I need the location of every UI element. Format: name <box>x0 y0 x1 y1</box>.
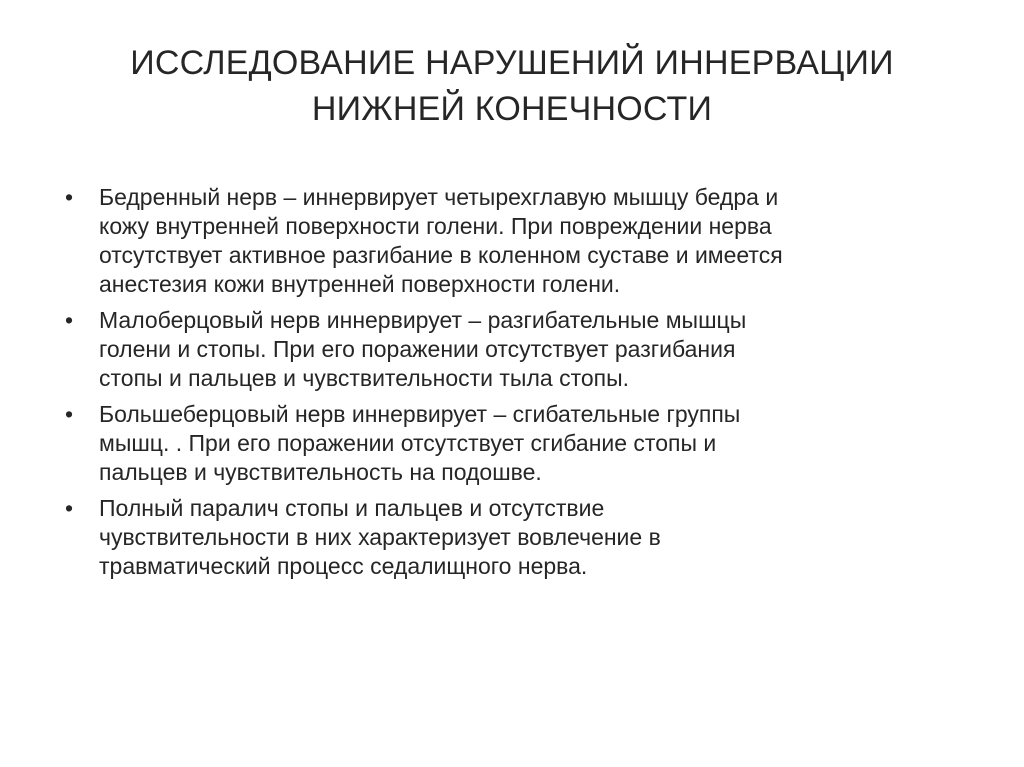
bullet-text-line: чувствительности в них характеризует вовлечение в <box>99 524 661 550</box>
bullet-dot: • <box>64 307 74 333</box>
bullet-item-sciatic-nerve <box>62 494 962 581</box>
bullet-list <box>62 183 962 581</box>
bullet-text-line: стопы и пальцев и чувствительности тыла стопы. <box>99 365 630 391</box>
bullet-text-line: Большеберцовый нерв иннервирует – сгибательные группы <box>99 401 741 427</box>
bullet-text-line: Малоберцовый нерв иннервирует – разгибательные мышцы <box>99 307 747 333</box>
bullet-dot: • <box>64 401 74 427</box>
bullet-text-line: кожу внутренней поверхности голени. При повреждении нерва <box>99 213 772 239</box>
bullet-dot: • <box>64 495 74 521</box>
slide-title-line: ИССЛЕДОВАНИЕ НАРУШЕНИЙ ИННЕРВАЦИИ <box>130 44 894 82</box>
bullet-text-line: пальцев и чувствительность на подошве. <box>99 459 542 485</box>
bullet-text-line: Полный паралич стопы и пальцев и отсутствие <box>99 495 605 521</box>
slide-title <box>60 40 964 132</box>
bullet-text-line: анестезия кожи внутренней поверхности голени. <box>99 271 621 297</box>
bullet-item-femoral-nerve <box>62 183 962 299</box>
bullet-text-line: Бедренный нерв – иннервирует четырехглавую мышцу бедра и <box>99 184 779 210</box>
bullet-text-line: голени и стопы. При его поражении отсутствует разгибания <box>99 336 736 362</box>
bullet-text-line: травматический процесс седалищного нерва. <box>99 553 588 579</box>
bullet-item-peroneal-nerve <box>62 306 962 393</box>
bullet-item-tibial-nerve <box>62 400 962 487</box>
bullet-text-line: мышц. . При его поражении отсутствует сгибание стопы и <box>99 430 717 456</box>
bullet-text-line: отсутствует активное разгибание в коленном суставе и имеется <box>99 242 783 268</box>
bullet-dot: • <box>64 184 74 210</box>
slide-content <box>62 183 962 588</box>
slide-title-line: НИЖНЕЙ КОНЕЧНОСТИ <box>311 90 713 128</box>
